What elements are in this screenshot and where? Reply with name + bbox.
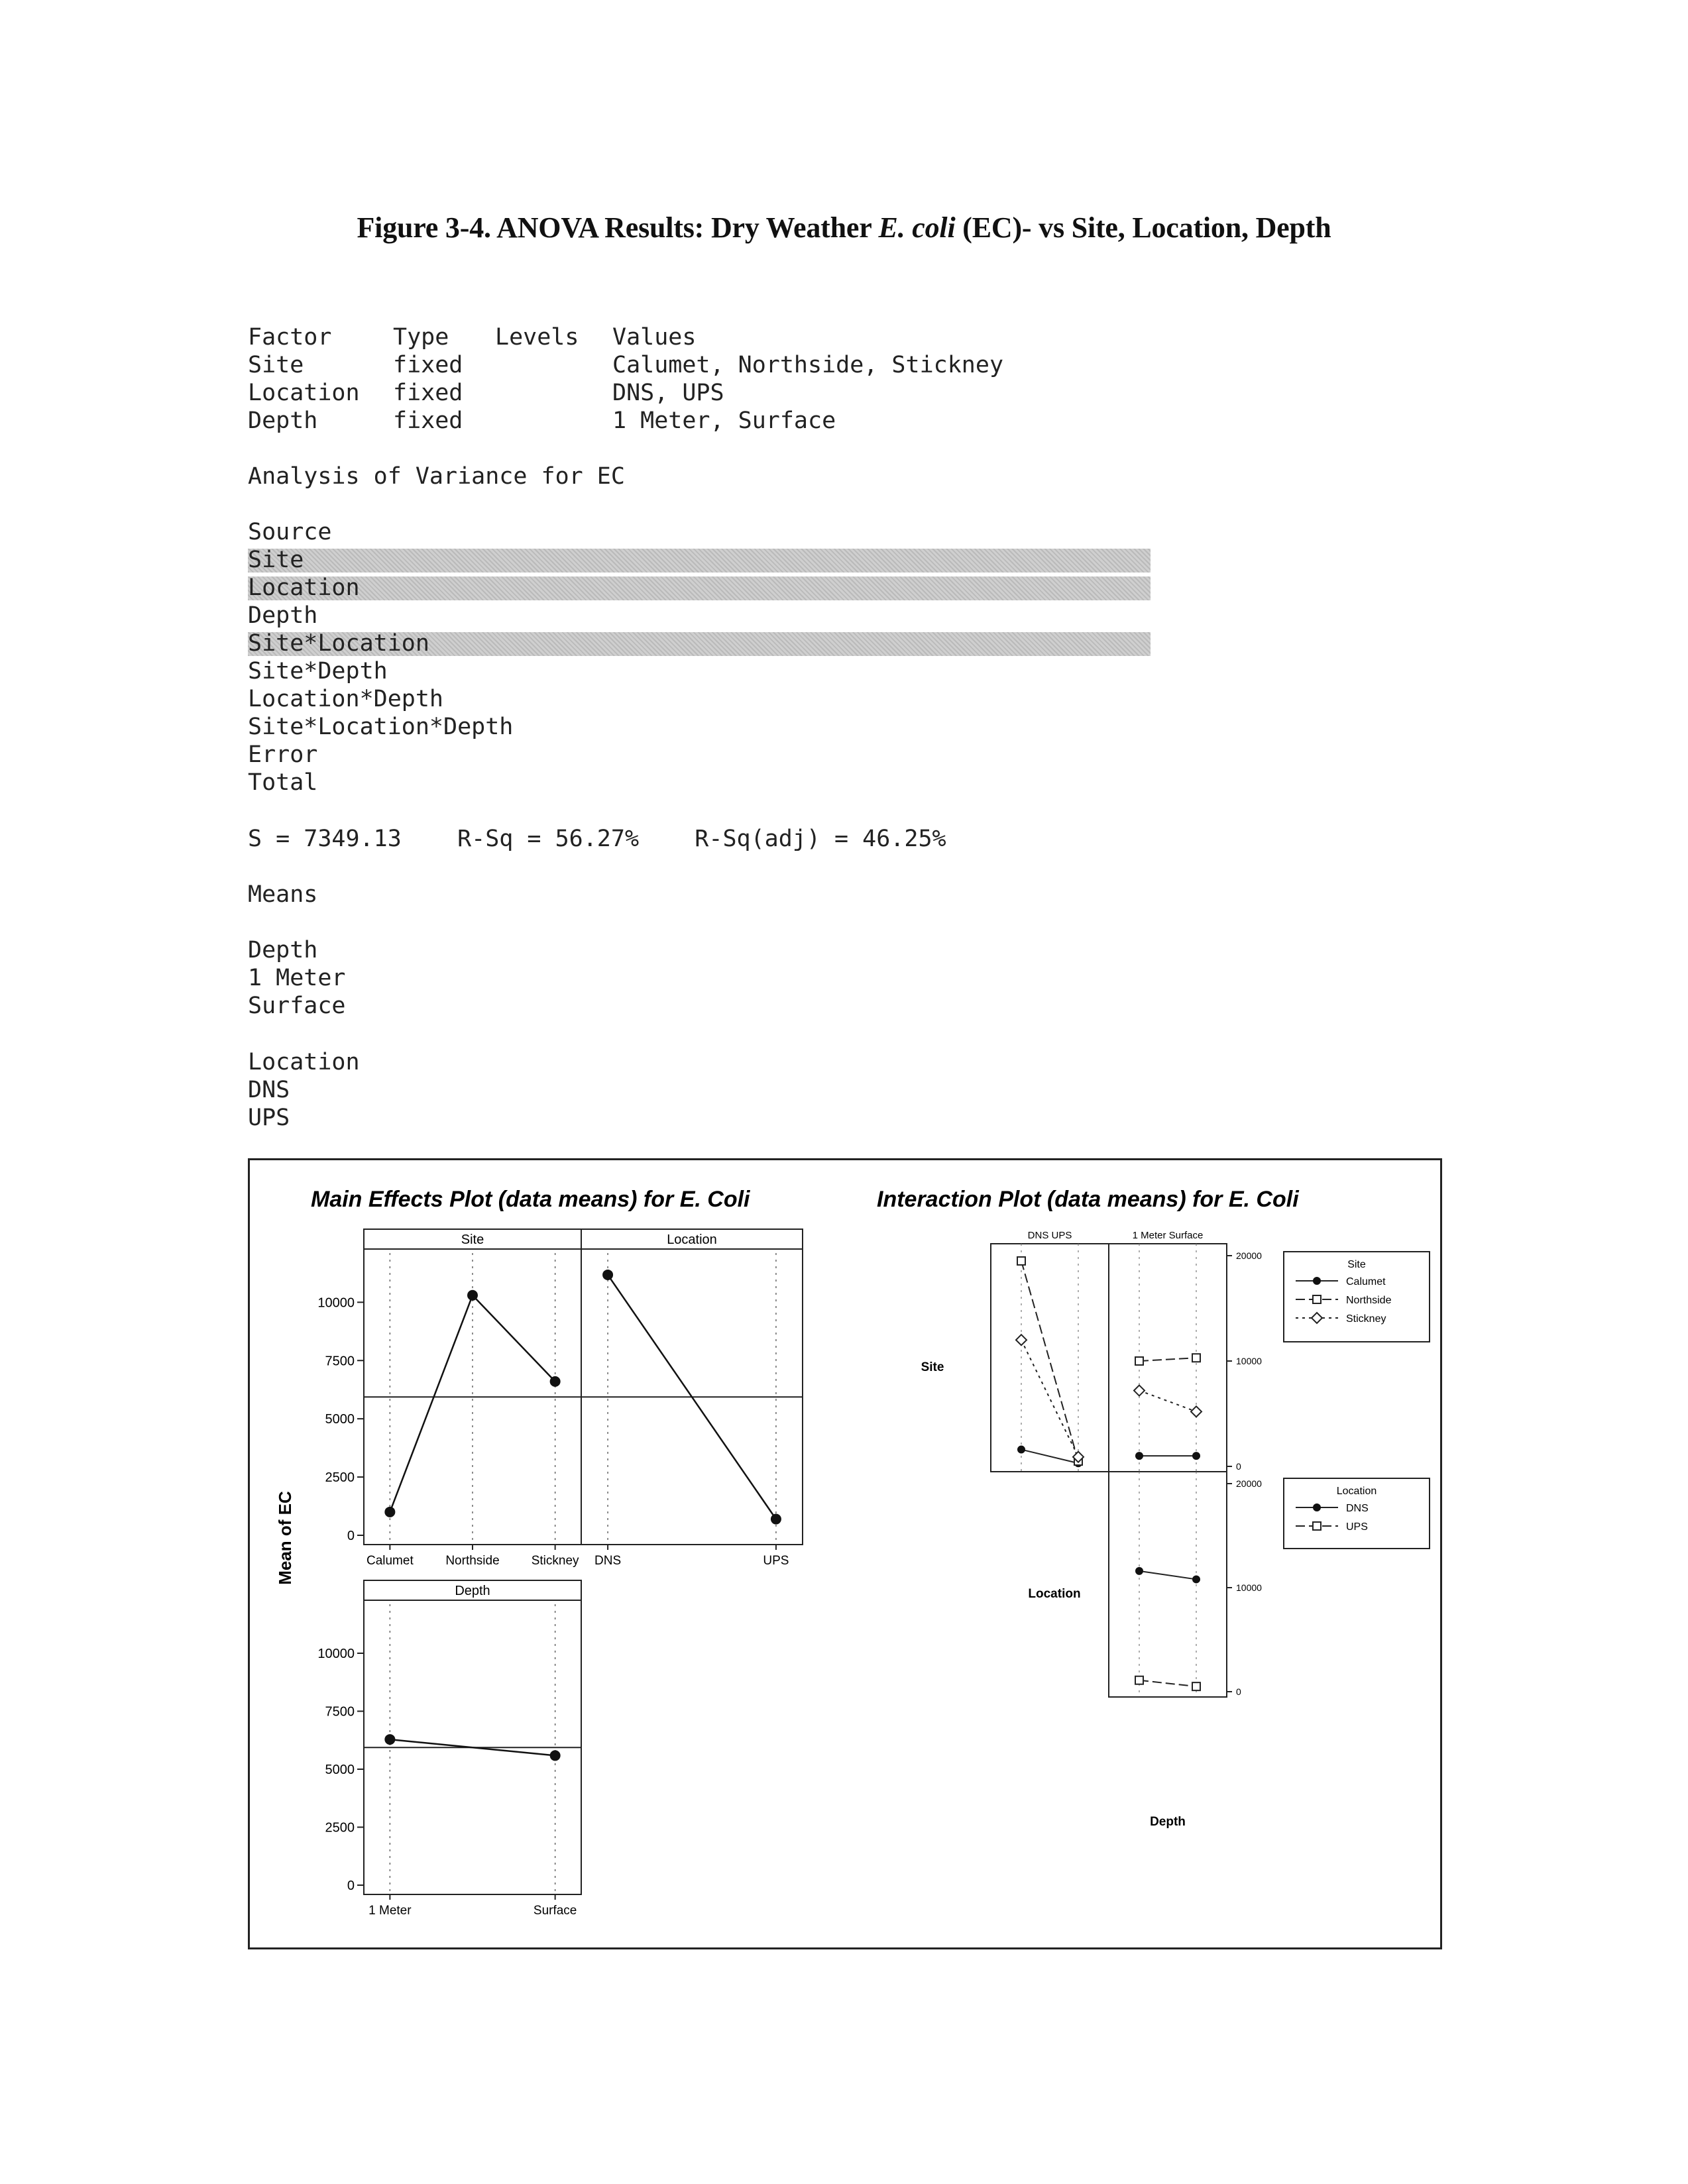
- interaction-point: [1134, 1386, 1145, 1396]
- interaction-point: [1192, 1575, 1200, 1583]
- interaction-point: [1192, 1452, 1200, 1460]
- interaction-series-line: [1021, 1340, 1078, 1456]
- legend-marker: [1313, 1277, 1321, 1285]
- means-title: Means: [248, 881, 318, 908]
- interaction-point: [1135, 1452, 1143, 1460]
- interaction-series-line: [1021, 1261, 1078, 1461]
- significance-highlight: [248, 576, 1151, 600]
- anova-source: Total: [248, 769, 318, 796]
- factor-type: fixed: [393, 380, 463, 406]
- factor-name: Site: [248, 352, 304, 378]
- factor-type: fixed: [393, 352, 463, 378]
- panel-frame: [364, 1580, 581, 1894]
- interaction-cell-frame: [1109, 1244, 1227, 1472]
- main-effect-point: [384, 1734, 395, 1745]
- means-level: 1 Meter: [248, 965, 346, 991]
- anova-source: Site: [248, 547, 304, 573]
- column-header-label: DNS UPS: [1027, 1230, 1072, 1241]
- y-tick-label: 2500: [325, 1820, 355, 1835]
- legend-marker: [1313, 1295, 1321, 1303]
- interaction-point: [1191, 1406, 1202, 1417]
- fit-statistics: S = 7349.13 R-Sq = 56.27% R-Sq(adj) = 46.25%: [248, 826, 946, 852]
- legend-entry: Northside: [1346, 1295, 1392, 1306]
- interaction-point: [1017, 1446, 1025, 1454]
- interaction-series-line: [1139, 1358, 1196, 1361]
- interaction-point: [1135, 1676, 1143, 1684]
- y-tick-label: 2500: [325, 1470, 355, 1486]
- anova-source: Error: [248, 741, 318, 768]
- interaction-point: [1192, 1354, 1200, 1362]
- means-level: UPS: [248, 1105, 290, 1131]
- legend-entry: Calumet: [1346, 1276, 1386, 1287]
- figure-panel: [248, 1158, 1442, 1949]
- legend-entry: UPS: [1346, 1521, 1368, 1533]
- main-effect-point: [550, 1376, 561, 1387]
- y-tick-label: 5000: [325, 1763, 355, 1777]
- legend-title: Site: [1347, 1259, 1366, 1270]
- y-tick-label: 0: [1236, 1686, 1241, 1697]
- y-tick-label: 10000: [317, 1295, 355, 1311]
- figure-caption: [0, 211, 1688, 245]
- interaction-point: [1192, 1682, 1200, 1690]
- interaction-cell-frame: [1109, 1472, 1227, 1697]
- main-effect-point: [550, 1750, 561, 1761]
- caption-suffix: (EC)- vs Site, Location, Depth: [955, 211, 1331, 244]
- column-header-label: 1 Meter Surface: [1132, 1230, 1204, 1241]
- anova-source: Site*Location*Depth: [248, 714, 514, 740]
- means-col-header: Depth: [248, 937, 318, 963]
- legend-marker: [1313, 1522, 1321, 1530]
- factor-col-header: Type: [393, 324, 449, 351]
- y-tick-label: 10000: [1236, 1582, 1262, 1593]
- significance-highlight: [248, 549, 1151, 573]
- y-tick-label: 20000: [1236, 1250, 1262, 1261]
- factor-name: Location: [248, 380, 360, 406]
- caption-prefix: Figure 3-4. ANOVA Results: Dry Weather: [357, 211, 879, 244]
- legend-entry: Stickney: [1346, 1313, 1386, 1325]
- factor-col-header: Values: [612, 324, 697, 351]
- x-tick-label: 1 Meter: [368, 1904, 412, 1918]
- y-tick-label: 0: [1236, 1461, 1241, 1472]
- row-label-site: Site: [921, 1360, 944, 1374]
- panel-header-label: Depth: [455, 1584, 490, 1598]
- anova-title: Analysis of Variance for EC: [248, 463, 625, 490]
- means-level: DNS: [248, 1077, 290, 1103]
- interaction-series-line: [1021, 1450, 1078, 1464]
- factor-name: Depth: [248, 408, 318, 434]
- factor-col-header: Factor: [248, 324, 332, 351]
- y-tick-label: 10000: [317, 1647, 355, 1661]
- factor-values: DNS, UPS: [612, 380, 724, 406]
- y-tick-label: 0: [347, 1529, 355, 1543]
- anova-source: Site*Depth: [248, 658, 388, 684]
- y-axis-label: Mean of EC: [275, 1491, 295, 1585]
- factor-col-header: Levels: [495, 324, 579, 351]
- x-tick-label: Calumet: [366, 1554, 414, 1568]
- main-effects-title: Main Effects Plot (data means) for E. Coli: [311, 1187, 750, 1212]
- panel-header-label: Site: [461, 1232, 484, 1247]
- anova-source: Depth: [248, 602, 318, 629]
- interaction-series-line: [1139, 1391, 1196, 1412]
- caption-italic: E. coli: [878, 211, 956, 244]
- y-tick-label: 10000: [1236, 1356, 1262, 1366]
- y-tick-label: 7500: [325, 1704, 355, 1720]
- panel-header-label: Location: [667, 1232, 717, 1247]
- interaction-cell-frame: [991, 1244, 1109, 1472]
- interaction-point: [1135, 1357, 1143, 1365]
- interaction-point: [1016, 1335, 1027, 1345]
- means-col-header: Location: [248, 1049, 360, 1075]
- interaction-series-line: [1139, 1680, 1196, 1686]
- anova-source: Site*Location: [248, 630, 429, 657]
- x-tick-label: Stickney: [531, 1554, 579, 1568]
- interaction-point: [1017, 1257, 1025, 1265]
- main-effect-point: [384, 1507, 395, 1517]
- factor-type: fixed: [393, 408, 463, 434]
- main-effect-point: [602, 1270, 613, 1280]
- panel-frame: [581, 1229, 803, 1545]
- factor-values: Calumet, Northside, Stickney: [612, 352, 1004, 378]
- main-effect-point: [771, 1514, 781, 1525]
- interaction-title: Interaction Plot (data means) for E. Coli: [877, 1187, 1299, 1212]
- row-label-location: Location: [1028, 1587, 1081, 1601]
- factor-values: 1 Meter, Surface: [612, 408, 836, 434]
- x-tick-label: Surface: [533, 1904, 577, 1918]
- anova-source: Location*Depth: [248, 686, 444, 712]
- x-tick-label: UPS: [763, 1554, 789, 1568]
- y-tick-label: 0: [347, 1879, 355, 1893]
- interaction-series-line: [1139, 1571, 1196, 1580]
- anova-col-header: Source: [248, 519, 332, 545]
- anova-source: Location: [248, 574, 360, 601]
- y-tick-label: 7500: [325, 1354, 355, 1369]
- depth-axis-label: Depth: [1150, 1815, 1186, 1829]
- y-tick-label: 5000: [325, 1412, 355, 1427]
- interaction-point: [1135, 1567, 1143, 1575]
- x-tick-label: Northside: [445, 1554, 500, 1568]
- legend-marker: [1313, 1503, 1321, 1511]
- y-tick-label: 20000: [1236, 1478, 1262, 1489]
- legend-title: Location: [1336, 1486, 1377, 1497]
- means-level: Surface: [248, 993, 346, 1019]
- main-effect-point: [467, 1290, 478, 1301]
- x-tick-label: DNS: [594, 1554, 622, 1568]
- legend-entry: DNS: [1346, 1503, 1369, 1514]
- anova-plots: [250, 1160, 1440, 1947]
